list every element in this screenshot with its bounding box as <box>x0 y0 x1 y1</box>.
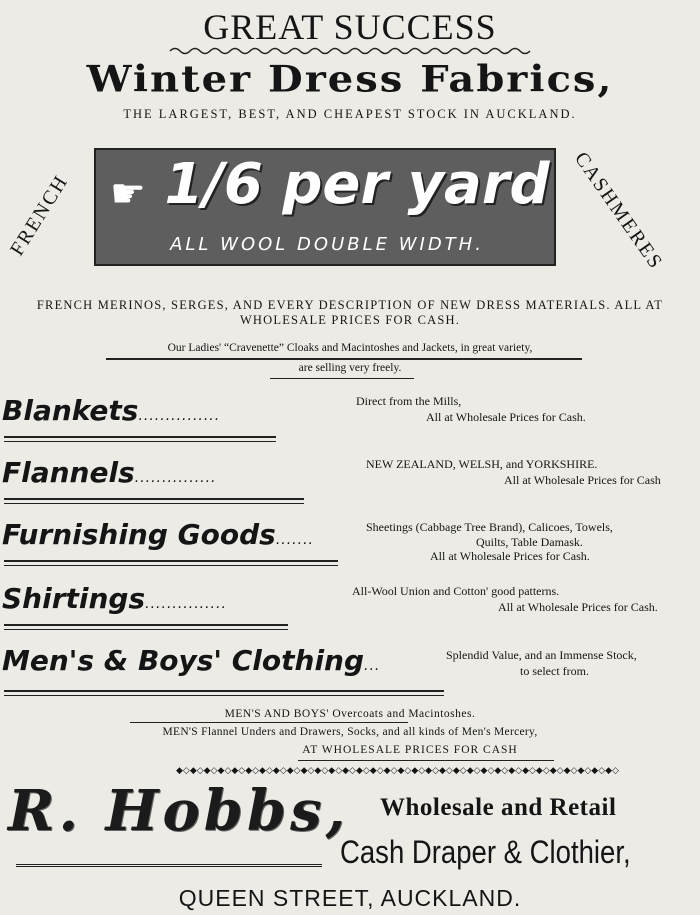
leader-dots: ............... <box>138 408 221 424</box>
mens-boys-note: MEN'S AND BOYS' Overcoats and Macintoshes. <box>224 708 476 720</box>
divider <box>4 565 338 566</box>
merinos-text: FRENCH MERINOS, SERGES, AND EVERY DESCRIPTION OF NEW DRESS MATERIALS. ALL AT WHOLESALE PRICES FOR CASH. <box>36 298 664 327</box>
category-title <box>2 456 217 489</box>
freely-text: are selling very freely. <box>298 362 402 374</box>
flannel-note: MEN'S Flannel Unders and Drawers, Socks, and all kinds of Men's Mercery, <box>162 726 538 738</box>
category-name: Shirtings <box>2 582 146 615</box>
leader-dots: ............... <box>145 596 227 612</box>
category-desc: NEW ZEALAND, WELSH, and YORKSHIRE. <box>366 457 598 471</box>
cloaks-text: Our Ladies' “Cravenette” Cloaks and Macintoshes and Jackets, in great variety, <box>167 342 533 354</box>
divider <box>4 436 276 438</box>
wavy-rule <box>170 46 530 56</box>
ornament-rule: ◆◇◆◇◆◇◆◇◆◇◆◇◆◇◆◇◆◇◆◇◆◇◆◇◆◇◆◇◆◇◆◇◆◇◆◇◆◇◆◇◆◇◆◇◆◇◆◇◆◇◆◇◆◇◆◇◆◇◆◇◆◇◆◇ <box>176 765 619 775</box>
category-name: Blankets <box>2 394 139 427</box>
category-desc: All at Wholesale Prices for Cash. <box>430 549 590 563</box>
divider <box>4 503 304 504</box>
merchant-name: R. Hobbs, <box>8 778 350 844</box>
price-text: 1/6 per yard <box>164 152 550 217</box>
price-banner <box>94 148 556 266</box>
category-title <box>2 582 227 615</box>
leader-dots: ... <box>364 658 381 674</box>
divider <box>4 498 304 500</box>
category-name: Furnishing Goods <box>2 518 276 551</box>
divider <box>106 358 582 360</box>
category-title <box>2 644 380 677</box>
category-desc: Splendid Value, and an Immense Stock, <box>446 648 637 662</box>
divider <box>130 722 408 723</box>
category-desc: Quilts, Table Damask. <box>476 535 583 549</box>
category-desc: Sheetings (Cabbage Tree Brand), Calicoes, Towels, <box>366 520 613 534</box>
category-desc: All at Wholesale Prices for Cash <box>504 473 661 487</box>
wholesale-note: AT WHOLESALE PRICES FOR CASH <box>302 744 518 756</box>
category-desc: All at Wholesale Prices for Cash. <box>426 410 586 424</box>
category-desc: All at Wholesale Prices for Cash. <box>498 600 658 614</box>
divider <box>270 378 414 379</box>
banner-subtext: ALL WOOL DOUBLE WIDTH. <box>170 234 484 255</box>
pointing-hand-icon: ☛ <box>110 171 146 216</box>
draper-clothier: Cash Draper & Clothier, <box>340 834 631 870</box>
wholesale-retail: Wholesale and Retail <box>380 794 617 821</box>
category-name: Men's & Boys' Clothing <box>2 644 365 677</box>
divider <box>16 864 322 867</box>
divider <box>298 760 554 761</box>
main-title: Winter Dress Fabrics, <box>86 58 614 101</box>
divider <box>4 441 276 442</box>
leader-dots: ....... <box>275 532 314 548</box>
category-title <box>2 394 220 427</box>
divider <box>4 624 288 626</box>
leader-dots: ............... <box>134 470 217 486</box>
category-name: Flannels <box>2 456 135 489</box>
cashmeres-label: CASHMERES <box>569 148 668 274</box>
divider <box>4 690 444 692</box>
divider <box>4 629 288 630</box>
headline: GREAT SUCCESS <box>203 7 497 47</box>
category-title <box>2 518 314 551</box>
category-desc: All-Wool Union and Cotton' good patterns. <box>352 584 560 598</box>
divider <box>4 560 338 562</box>
address: QUEEN STREET, AUCKLAND. <box>178 885 522 911</box>
category-desc: to select from. <box>520 664 589 678</box>
tagline: THE LARGEST, BEST, AND CHEAPEST STOCK IN AUCKLAND. <box>123 107 577 121</box>
divider <box>4 695 444 696</box>
french-label: FRENCH <box>6 170 73 260</box>
category-desc: Direct from the Mills, <box>356 394 462 408</box>
